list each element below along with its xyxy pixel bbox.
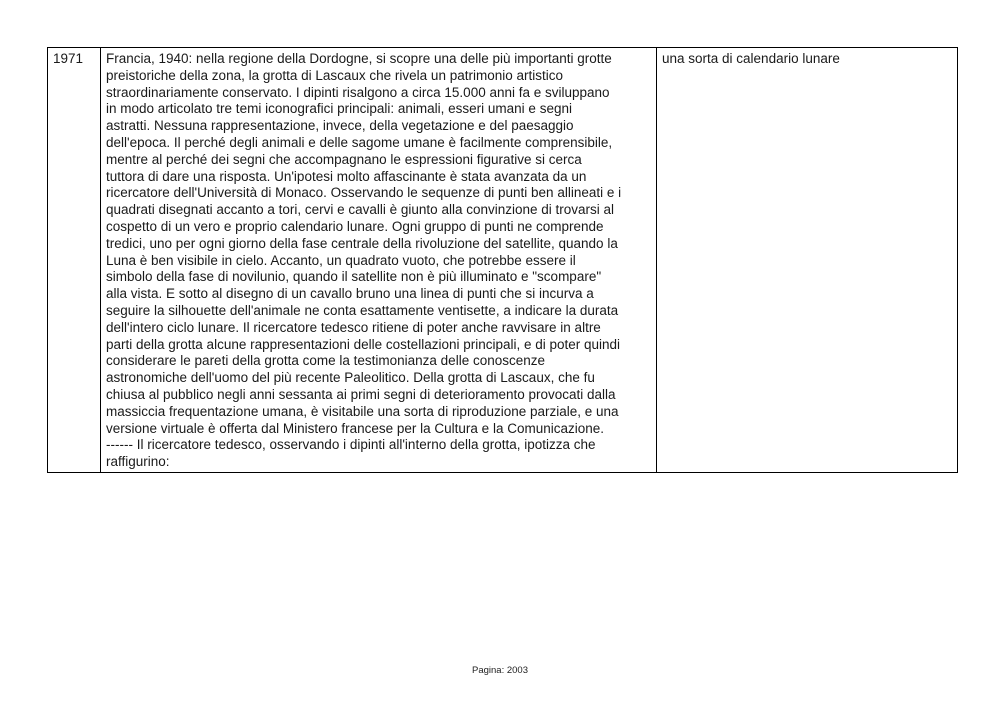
question-line: seguire la silhouette dell'animale ne conta esattamente ventisette, a indicare la durata [106, 302, 619, 318]
question-table [47, 47, 958, 473]
question-line: astronomiche dell'uomo del più recente Paleolitico. Della grotta di Lascaux, che fu [106, 370, 595, 386]
question-line: dell'intero ciclo lunare. Il ricercatore tedesco ritiene di poter anche ravvisare in altre [106, 319, 601, 335]
question-line: astratti. Nessuna rappresentazione, invece, della vegetazione e del paesaggio [106, 118, 574, 134]
question-line: ------ Il ricercatore tedesco, osservando i dipinti all'interno della grotta, ipotizza che [106, 437, 596, 453]
question-line: parti della grotta alcune rappresentazioni delle costellazioni principali, e di poter quindi [106, 336, 621, 352]
question-line: cospetto di un vero e proprio calendario lunare. Ogni gruppo di punti ne comprende [106, 218, 604, 234]
page-number-footer: Pagina: 2003 [472, 665, 528, 676]
question-line: quadrati disegnati accanto a tori, cervi e cavalli è giunto alla convinzione di trovarsi al [106, 202, 615, 218]
question-line: ricercatore dell'Università di Monaco. Osservando le sequenze di punti ben allineati e i [106, 185, 622, 201]
question-line: chiusa al pubblico negli anni sessanta ai primi segni di deterioramento provocati dalla [106, 386, 616, 402]
question-line: alla vista. E sotto al disegno di un cavallo bruno una linea di punti che si incurva a [106, 286, 594, 302]
question-line: in modo articolato tre temi iconografici principali: animali, esseri umani e segni [106, 101, 572, 117]
question-line: simbolo della fase di novilunio, quando il satellite non è più illuminato e "scompare" [106, 269, 602, 285]
question-text-cell [101, 48, 657, 473]
question-line: massiccia frequentazione umana, è visitabile una sorta di riproduzione parziale, e una [106, 403, 619, 419]
table-row [48, 48, 958, 473]
answer-cell: una sorta di calendario lunare [657, 48, 958, 473]
question-line: preistoriche della zona, la grotta di Lascaux che rivela un patrimonio artistico [106, 67, 563, 83]
question-line: considerare le pareti della grotta come la testimonianza delle conoscenze [106, 353, 546, 369]
question-line: tuttora di dare una risposta. Un'ipotesi molto affascinante è stata avanzata da un [106, 168, 587, 184]
question-line: dell'epoca. Il perché degli animali e delle sagome umane è facilmente comprensibile, [106, 134, 613, 150]
question-line: Luna è ben visibile in cielo. Accanto, un quadrato vuoto, che potrebbe essere il [106, 252, 576, 268]
question-id-cell: 1971 [48, 48, 101, 473]
question-line: Francia, 1940: nella regione della Dordogne, si scopre una delle più importanti grotte [106, 51, 612, 66]
question-line: tredici, uno per ogni giorno della fase centrale della rivoluzione del satellite, quando la [106, 235, 618, 251]
question-line: mentre al perché dei segni che accompagnano le espressioni figurative si cerca [106, 151, 582, 167]
question-line: straordinariamente conservato. I dipinti risalgono a circa 15.000 anni fa e sviluppano [106, 84, 610, 100]
question-line: versione virtuale è offerta dal Ministero francese per la Cultura e la Comunicazione. [106, 420, 605, 436]
question-line: raffigurino: [106, 454, 170, 470]
